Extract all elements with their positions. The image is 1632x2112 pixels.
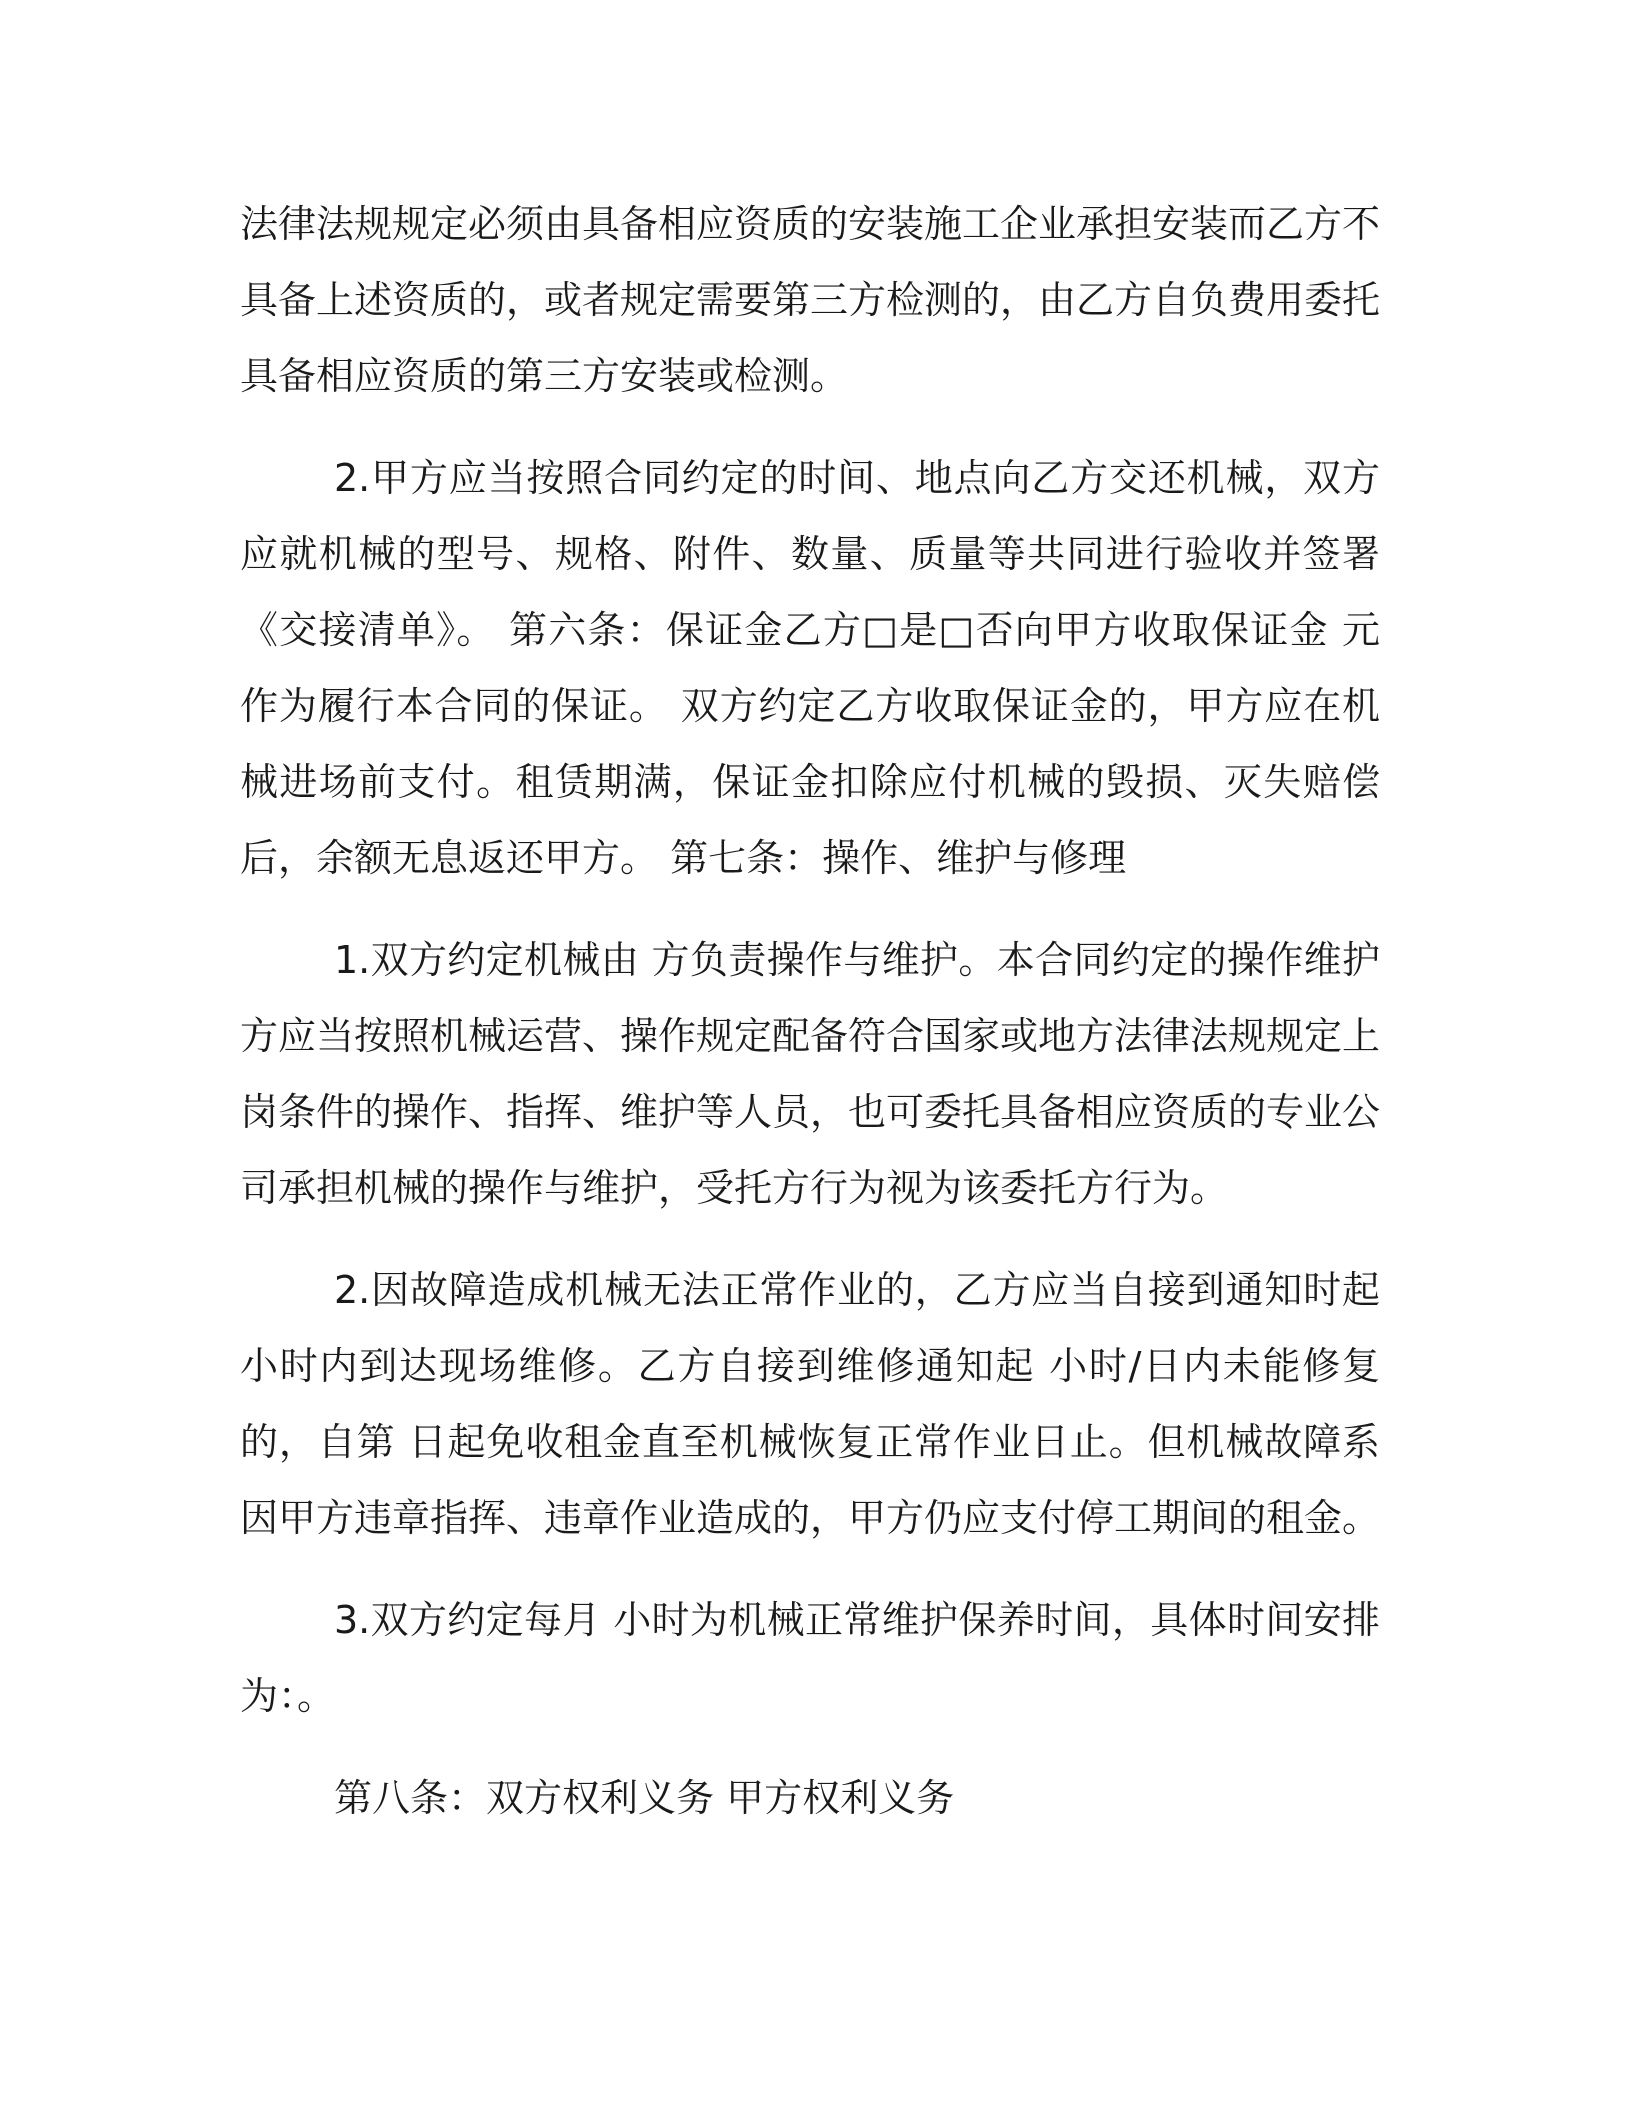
paragraph-maintenance-schedule: 3.双方约定每月 小时为机械正常维护保养时间，具体时间安排为：。	[240, 1598, 1380, 1718]
document-body	[240, 186, 1380, 1862]
section-heading-rights-obligations: 第八条：双方权利义务 甲方权利义务	[334, 1776, 955, 1820]
paragraph-fault-repair: 2.因故障造成机械无法正常作业的，乙方应当自接到通知时起 小时内到达现场维修。乙方自接到维修通知起 小时/日内未能修复的，自第 日起免收租金直至机械恢复正常作业日止。但机械故障系因甲方违章指挥、违章作业造成的，甲方仍应支付停工期间的租金。	[240, 1268, 1381, 1540]
paragraph-return-machinery: 2.甲方应当按照合同约定的时间、地点向乙方交还机械，双方应就机械的型号、规格、附件、数量、质量等共同进行验收并签署《交接清单》。 第六条：保证金乙方□是□否向甲方收取保证金 元作为履行本合同的保证。 双方约定乙方收取保证金的，甲方应在机械进场前支付。租赁期满，保证金扣除应付机械的毁损、灭失赔偿后，余额无息返还甲方。 第七条：操作、维护与修理	[240, 456, 1380, 880]
paragraph-qualification: 法律法规规定必须由具备相应资质的安装施工企业承担安装而乙方不具备上述资质的，或者规定需要第三方检测的，由乙方自负费用委托具备相应资质的第三方安装或检测。	[240, 202, 1381, 398]
paragraph-operation-maintenance: 1.双方约定机械由 方负责操作与维护。本合同约定的操作维护方应当按照机械运营、操作规定配备符合国家或地方法律法规规定上岗条件的操作、指挥、维护等人员，也可委托具备相应资质的专业公司承担机械的操作与维护，受托方行为视为该委托方行为。	[240, 938, 1381, 1210]
